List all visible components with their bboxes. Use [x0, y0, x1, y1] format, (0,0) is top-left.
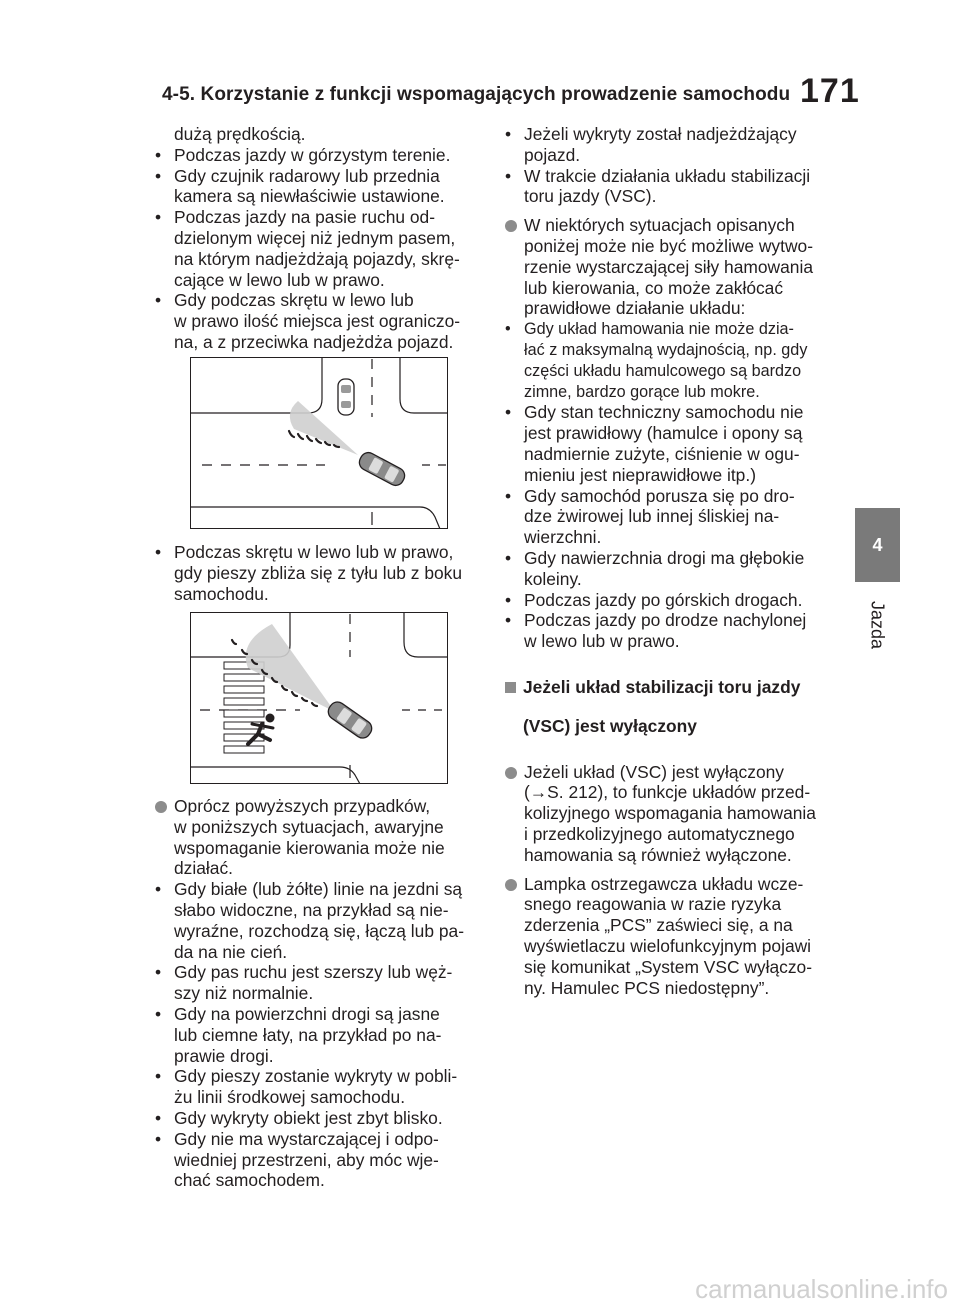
left-column: dużą prędkością. • Podczas jazdy w górzystym terenie. • Gdy czujnik radarowy lub przednia kamera są niewłaściwie ustawione. • Podczas jazdy na pasie ruchu od- dzielonym więcej niż jednym pasem, na którym nadjeżdżają pojazdy, skrę- cające w lewo lub w prawo. • Gdy podczas skrętu w lewo lub w prawo ilość miejsca jest ograniczo- na, a z przeciwka nadjeżdża pojazd. — [155, 124, 480, 353]
figure-oncoming-vehicle — [190, 357, 448, 529]
watermark: carmanualsonline.info — [695, 1274, 948, 1304]
paragraph: W niektórych sytuacjach opisanych — [505, 215, 840, 236]
figure-pedestrian — [190, 612, 448, 784]
oncoming-car-icon — [338, 379, 354, 415]
paragraph: Lampka ostrzegawcza układu wcze- — [505, 874, 840, 895]
list-item: • W trakcie działania układu stabilizacji — [505, 165, 811, 186]
list-item: • Podczas jazdy po drodze nachylonej — [505, 610, 807, 631]
page-header-title: 4-5. Korzystanie z funkcji wspomagających prowadzenie samochodu — [162, 84, 791, 105]
bullet-circle-icon — [505, 220, 517, 232]
left-column-lower: • Podczas skrętu w lewo lub w prawo, gdy pieszy zbliża się z tyłu lub z boku samochodu. — [155, 542, 485, 604]
chapter-label: Jazda — [867, 600, 888, 650]
list-item: • Gdy na powierzchni drogi są jasne — [155, 1003, 440, 1024]
list-item: • Podczas skrętu w lewo lub w prawo, — [155, 542, 454, 562]
bullet-circle-icon — [505, 767, 517, 779]
list-item: • Gdy czujnik radarowy lub przednia — [155, 165, 440, 186]
bullet-circle-icon — [155, 801, 167, 813]
list-item: • Gdy samochód porusza się po dro- — [505, 485, 795, 506]
list-item: • Gdy nawierzchnia drogi ma głębokie — [505, 547, 805, 568]
section-heading: Jeżeli układ stabilizacji toru jazdy — [505, 677, 840, 698]
list-item: • Gdy stan techniczny samochodu nie — [505, 402, 804, 423]
page-number: 171 — [800, 72, 860, 110]
list-item: • Gdy białe (lub żółte) linie na jezdni są — [155, 879, 463, 900]
paragraph: Oprócz powyższych przypadków, — [155, 796, 485, 817]
list-item: • Gdy podczas skrętu w lewo lub — [155, 290, 414, 311]
list-item: • Gdy układ hamowania nie może dzia- — [505, 320, 794, 339]
bullet-circle-icon — [505, 879, 517, 891]
chapter-number: 4 — [872, 534, 883, 555]
left-column-bottom: Oprócz powyższych przypadków, w poniższych sytuacjach, awaryjne wspomaganie kierowania może nie działać. • Gdy białe (lub żółte) linie na jezdni są słabo widoczne, na przykład są nie- wyraźne, rozchodzą się, łączą lub pa- da na nie cień. • Gdy pas ruchu jest szerszy lub węż- szy niż normalnie. • Gdy na powierzchni drogi są jasne lub ciemne łaty, na przykład po na- prawie drogi. • Gdy pieszy zostanie wykryty w pobli- żu linii środkowej samochodu. • Gdy wykryty obiekt jest zbyt blisko. • Gdy nie ma wystarczającej i odpo- wiedniej przestrzeni, aby móc wje- chać samochodem. — [155, 796, 485, 1191]
heading-square-icon — [505, 682, 516, 693]
list-item: • Podczas jazdy w górzystym terenie. — [155, 144, 451, 165]
paragraph: Jeżeli układ (VSC) jest wyłączony — [505, 762, 840, 783]
list-item-continuation: dużą prędkością. — [174, 124, 306, 144]
list-item: • Jeżeli wykryty został nadjeżdżający — [505, 124, 797, 144]
list-item: • Gdy nie ma wystarczającej i odpo- — [155, 1128, 439, 1149]
list-item: • Podczas jazdy na pasie ruchu od- — [155, 207, 436, 228]
list-item: • Podczas jazdy po górskich drogach. — [505, 589, 803, 610]
right-column: • Jeżeli wykryty został nadjeżdżający pojazd. • W trakcie działania układu stabilizacji toru jazdy (VSC). W niektórych sytuacjach opisanych poniżej może nie być możliwe wytwo- rzenie wystarczającej siły hamowania lub kierowania, co może zakłócać prawidłowe działanie układu: • Gdy układ hamowania nie może dzia- łać z maksymalną wydajnością, np. gdy części układu hamulcowego są bardzo zimne, bardzo gorące lub mokre. • Gdy stan techniczny samochodu nie jest prawidłowy (hamulce i opony są nadmiernie zużyte, ciśnienie w ogu- mieniu jest nieprawidłowe itp.) • Gdy samochód porusza się po dro- dze żwirowej lub innej śliskiej na- wierzchni. • Gdy nawierzchnia drogi ma głębokie koleiny. • Podczas jazdy po górskich drogach. • Podczas jazdy po drodze nachylonej w lewo lub w prawo. Jeżeli układ stabilizacji toru jazdy (VSC) jest wyłączony Jeżeli układ (VSC) jest wyłączony (→S. 212), to funkcje układów przed- kolizyjnego wspomagania hamowania i przedkolizyjnego automatycznego hamowania są również wyłączone. Lampka ostrzegawcza układu wcze- snego reagowania w razie ryzyka zderzenia „PCS” zaświeci się, a na wyświetlaczu wielofunkcyjnym pojawi się komunikat „System VSC wyłączo- ny. Hamulec PCS niedostępny”. — [505, 124, 840, 998]
chapter-tab[interactable] — [855, 508, 900, 582]
list-item: • Gdy pieszy zostanie wykryty w pobli- — [155, 1066, 458, 1087]
list-item: • Gdy wykryty obiekt jest zbyt blisko. — [155, 1107, 443, 1128]
list-item: • Gdy pas ruchu jest szerszy lub węż- — [155, 962, 453, 983]
